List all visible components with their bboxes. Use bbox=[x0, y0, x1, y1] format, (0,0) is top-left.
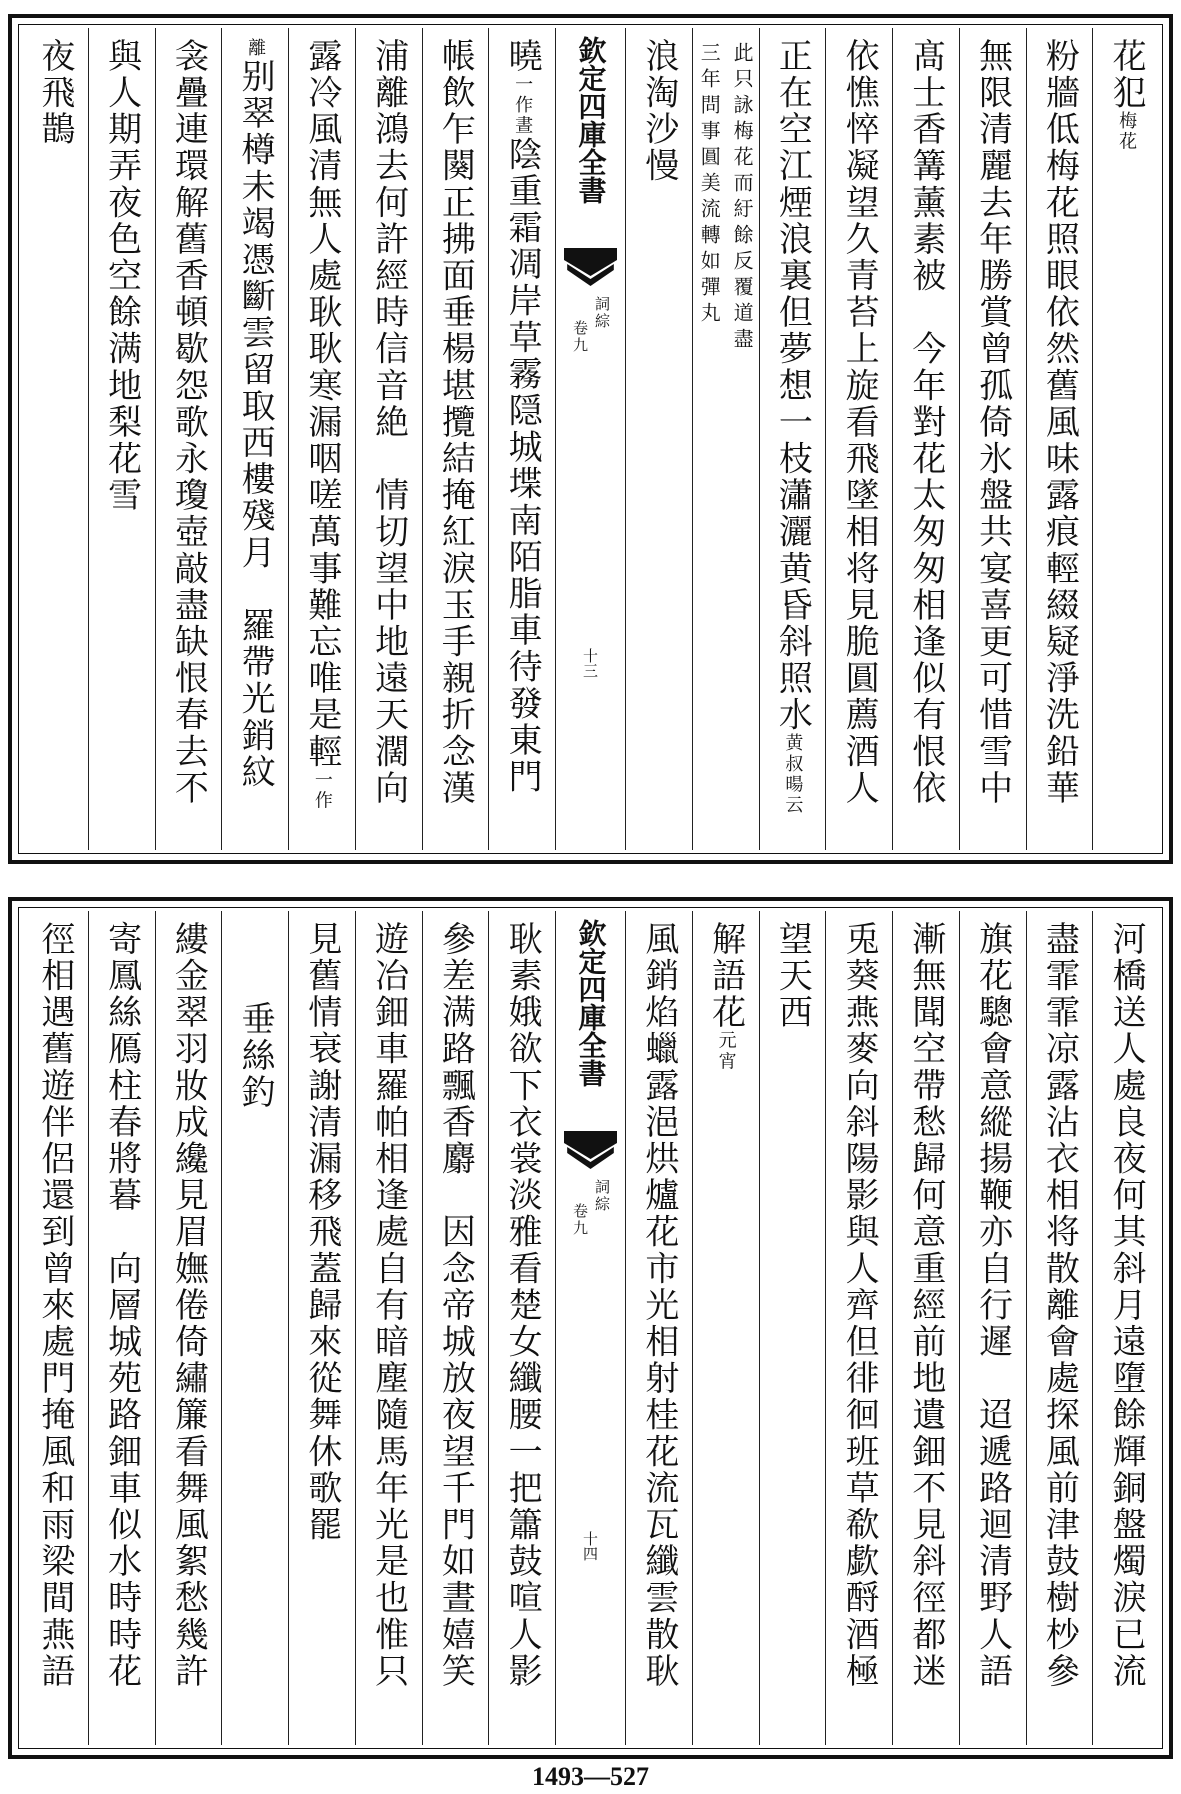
text-column bbox=[692, 911, 759, 1745]
text-column bbox=[625, 28, 692, 850]
column-text bbox=[168, 38, 209, 807]
annotation-text: 此只詠梅花而紆餘反覆道盡 bbox=[730, 42, 755, 354]
column-main-text: 漸無聞空帶愁歸何意重經前地遺鈿不見斜徑都迷 bbox=[905, 921, 946, 1690]
column-main-text: 望天西 bbox=[772, 921, 813, 1031]
text-column bbox=[959, 28, 1026, 850]
column-main-text: 衾疊連環解舊香頓歇怨歌永瓊壺敲盡缺恨春去不 bbox=[168, 38, 209, 807]
column-text bbox=[502, 38, 543, 796]
column-main-text: 風銷焰蠟露浥烘爐花市光相射桂花流瓦纖雲散耿 bbox=[638, 921, 679, 1690]
column-text bbox=[839, 38, 880, 807]
text-column bbox=[288, 28, 355, 850]
leaf-number: 十三 bbox=[581, 648, 599, 678]
text-column bbox=[959, 911, 1026, 1745]
column-text bbox=[972, 38, 1013, 807]
column-text bbox=[972, 921, 1013, 1690]
column-main-text: 曉 bbox=[502, 38, 543, 75]
column-main-text: 與人期弄夜色空餘满地梨花雪 bbox=[101, 38, 142, 514]
inline-note: 離 bbox=[245, 38, 267, 59]
annotation-text: 三年問事圓美流轉如彈丸 bbox=[697, 42, 722, 328]
column-text bbox=[34, 38, 75, 148]
text-column bbox=[221, 28, 288, 850]
inline-note: 黄叔暘云 bbox=[782, 733, 804, 816]
column-main-text: 正在空江煙浪裏但夢想一枝瀟灑黄昏斜照水 bbox=[772, 38, 813, 734]
inline-note: 元宵 bbox=[715, 1030, 737, 1073]
text-column bbox=[825, 911, 892, 1745]
fish-tail-mark-icon bbox=[564, 1131, 617, 1171]
column-text bbox=[368, 921, 409, 1690]
inline-note: 一作晝 bbox=[512, 74, 534, 137]
book-name: 詞綜 bbox=[593, 1179, 611, 1213]
text-column bbox=[422, 911, 489, 1745]
top-page-columns bbox=[22, 28, 1159, 850]
column-text bbox=[101, 921, 142, 1690]
text-column bbox=[155, 28, 222, 850]
column-main-text: 參差满路飄香麝 因念帝城放夜望千門如晝嬉笑 bbox=[435, 921, 476, 1690]
text-column bbox=[488, 28, 555, 850]
text-column bbox=[1092, 911, 1159, 1745]
book-title: 欽定四庫全書 bbox=[574, 36, 608, 204]
column-text bbox=[435, 38, 476, 807]
column-main-text: 徑相遇舊遊伴侶還到曾來處門掩風和雨梁間燕語 bbox=[34, 921, 75, 1690]
text-column bbox=[288, 911, 355, 1745]
text-column bbox=[22, 911, 88, 1745]
column-text bbox=[1106, 38, 1147, 153]
text-column bbox=[221, 911, 288, 1745]
annotation-subcolumn bbox=[726, 28, 759, 850]
book-name: 詞綜 bbox=[593, 296, 611, 330]
bottom-page-columns bbox=[22, 911, 1159, 1745]
column-text bbox=[101, 38, 142, 514]
leaf-number: 十四 bbox=[581, 1531, 599, 1561]
text-column bbox=[759, 28, 826, 850]
text-column bbox=[488, 911, 555, 1745]
column-text bbox=[638, 38, 679, 185]
annotation-column bbox=[692, 28, 759, 850]
column-text bbox=[772, 921, 813, 1031]
column-main-text: 夜飛鵲 bbox=[34, 38, 75, 148]
text-column bbox=[1026, 28, 1093, 850]
text-column bbox=[88, 911, 155, 1745]
text-column bbox=[1026, 911, 1093, 1745]
column-text bbox=[168, 921, 209, 1690]
column-text bbox=[34, 921, 75, 1690]
text-column bbox=[155, 911, 222, 1745]
column-main-text: 盡霏霏凉露沾衣相将散離會處探風前津鼓樹杪參 bbox=[1039, 921, 1080, 1690]
page-number-footer: 1493—527 bbox=[532, 1762, 649, 1791]
text-column bbox=[892, 28, 959, 850]
column-text bbox=[1106, 921, 1147, 1690]
text-column bbox=[88, 28, 155, 850]
fish-tail-mark-icon bbox=[564, 248, 617, 288]
column-main-text: 浦離鴻去何許經時信音絶 情切望中地遠天濶向 bbox=[368, 38, 409, 807]
column-main-text: 縷金翠羽妝成纔見眉嫵倦倚繡簾看舞風絮愁幾許 bbox=[168, 921, 209, 1690]
column-text bbox=[301, 921, 342, 1544]
column-main-text: 垂絲釣 bbox=[235, 1001, 276, 1111]
column-text bbox=[772, 38, 813, 816]
column-text bbox=[235, 1001, 276, 1111]
column-text bbox=[301, 38, 342, 812]
column-text bbox=[905, 38, 946, 807]
column-text bbox=[235, 38, 276, 791]
column-main-text: 花犯 bbox=[1106, 38, 1147, 112]
bottom-page bbox=[8, 897, 1173, 1759]
column-text bbox=[1039, 921, 1080, 1690]
text-column bbox=[892, 911, 959, 1745]
center-margin-column bbox=[555, 28, 625, 850]
column-text bbox=[435, 921, 476, 1690]
column-main-text: 耿素娥欲下衣裳淡雅看楚女纖腰一把簫鼓喧人影 bbox=[502, 921, 543, 1690]
column-main-text: 無限清麗去年勝賞曾孤倚氷盤共宴喜更可惜雪中 bbox=[972, 38, 1013, 807]
column-main-text-cont: 陰重霜凋岸草霧隠城堞南陌脂車待發東門 bbox=[502, 136, 543, 796]
column-main-text: 粉牆低梅花照眼依然舊風味露痕輕綴疑淨洗鉛華 bbox=[1039, 38, 1080, 807]
text-column bbox=[1092, 28, 1159, 850]
column-text bbox=[705, 921, 746, 1073]
column-text bbox=[502, 921, 543, 1690]
column-main-text: 河橋送人處良夜何其斜月遠墮餘輝銅盤燭淚已流 bbox=[1106, 921, 1147, 1690]
column-main-text: 露冷風清無人處耿耿寒漏咽嗟萬事難忘唯是輕 bbox=[301, 38, 342, 770]
text-column bbox=[355, 28, 422, 850]
column-main-text: 解語花 bbox=[705, 921, 746, 1031]
column-main-text: 别翠樽未竭憑斷雲留取西樓殘月 羅帶光銷紋 bbox=[235, 58, 276, 791]
column-text bbox=[368, 38, 409, 807]
center-margin-column bbox=[555, 911, 625, 1745]
inline-note: 梅花 bbox=[1116, 111, 1138, 153]
column-main-text: 見舊情衰謝清漏移飛蓋歸來從舞休歌罷 bbox=[301, 921, 342, 1544]
column-text bbox=[839, 921, 880, 1690]
column-text bbox=[1039, 38, 1080, 807]
column-text bbox=[638, 921, 679, 1690]
column-text bbox=[905, 921, 946, 1690]
text-column bbox=[355, 911, 422, 1745]
juan-label: 卷九 bbox=[571, 1203, 589, 1237]
top-page bbox=[8, 14, 1173, 864]
inline-note: 一作 bbox=[311, 770, 333, 812]
column-main-text: 帳飲乍闋正拂面垂楊堪攬結掩紅淚玉手親折念漢 bbox=[435, 38, 476, 807]
column-main-text: 寄鳳絲鴈柱春將暮 向層城苑路鈿車似水時時花 bbox=[101, 921, 142, 1690]
book-title: 欽定四庫全書 bbox=[574, 919, 608, 1087]
column-main-text: 依憔悴凝望久青苔上旋看飛墜相将見脆圓薦酒人 bbox=[839, 38, 880, 807]
column-main-text: 髙士香篝薰素被 今年對花太匆匆相逢似有恨依 bbox=[905, 38, 946, 807]
column-main-text: 遊冶鈿車羅帕相逢處自有暗塵隨馬年光是也惟只 bbox=[368, 921, 409, 1690]
text-column bbox=[22, 28, 88, 850]
text-column bbox=[422, 28, 489, 850]
column-main-text: 浪淘沙慢 bbox=[638, 38, 679, 185]
text-column bbox=[759, 911, 826, 1745]
juan-label: 卷九 bbox=[571, 320, 589, 354]
annotation-subcolumn bbox=[693, 28, 726, 850]
text-column bbox=[825, 28, 892, 850]
column-main-text: 旗花驄會意縱揚鞭亦自行遲 迢遞路迴清野人語 bbox=[972, 921, 1013, 1690]
text-column bbox=[625, 911, 692, 1745]
column-main-text: 兎葵燕麥向斜陽影與人齊但徘徊班草欷歔酹酒極 bbox=[839, 921, 880, 1690]
